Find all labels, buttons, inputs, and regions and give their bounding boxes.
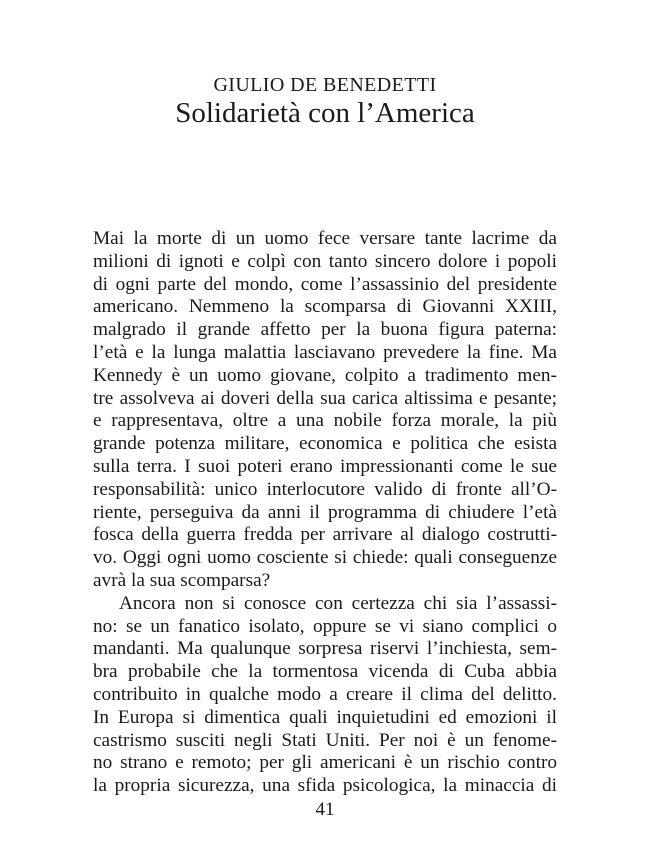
- text-line: riente, perseguiva da anni il programma di chiudere l’età: [93, 501, 557, 523]
- author-name: GIULIO DE BENEDETTI: [213, 74, 437, 96]
- text-line: la propria sicurezza, una sfida psicologica, la minaccia di: [93, 775, 557, 797]
- text-line: responsabilità: unico interlocutore valido di fronte all’O-: [93, 478, 557, 500]
- text-line: mandanti. Ma qualunque sorpresa riservi l’inchiesta, sem-: [93, 638, 557, 660]
- text-line: l’età e la lunga malattia lasciavano prevedere la fine. Ma: [93, 341, 557, 363]
- text-line: Ancora non si conosce con certezza chi sia l’assassi-: [119, 592, 557, 614]
- text-line: fosca della guerra fredda per arrivare al dialogo costrutti-: [93, 524, 557, 546]
- text-line: tre assolveva ai doveri della sua carica altissima e pesante;: [93, 387, 557, 409]
- article-title: Solidarietà con l’America: [175, 97, 475, 129]
- text-line: avrà la sua scomparsa?: [93, 569, 271, 591]
- text-line: castrismo susciti negli Stati Uniti. Per noi è un fenome-: [93, 729, 557, 751]
- text-line: grande potenza militare, economica e politica che esista: [93, 433, 557, 455]
- text-line: di ogni parte del mondo, come l’assassinio del presidente: [93, 273, 557, 295]
- text-line: vo. Oggi ogni uomo cosciente si chiede: quali conseguenze: [93, 547, 557, 569]
- page-number: 41: [315, 799, 335, 820]
- text-line: sulla terra. I suoi poteri erano impressionanti come le sue: [93, 455, 557, 477]
- body-text: [93, 228, 557, 798]
- text-line: contribuito in qualche modo a creare il clima del delitto.: [93, 683, 557, 705]
- text-line: malgrado il grande affetto per la buona figura paterna:: [93, 319, 557, 341]
- text-line: e rappresentava, oltre a una nobile forza morale, la più: [93, 410, 557, 432]
- text-line: milioni di ignoti e colpì con tanto sincero dolore i popoli: [93, 250, 557, 272]
- text-line: no: se un fanatico isolato, oppure se vi siano complici o: [93, 615, 557, 637]
- text-line: americano. Nemmeno la scomparsa di Giovanni XXIII,: [93, 296, 557, 318]
- text-line: no strano e remoto; per gli americani è un rischio contro: [93, 752, 557, 774]
- text-line: Kennedy è un uomo giovane, colpito a tradimento men-: [93, 364, 557, 386]
- text-line: In Europa si dimentica quali inquietudini ed emozioni il: [93, 706, 557, 728]
- text-line: Mai la morte di un uomo fece versare tante lacrime da: [93, 228, 557, 249]
- text-line: bra probabile che la tormentosa vicenda di Cuba abbia: [93, 661, 557, 683]
- paragraph-2: [93, 593, 557, 798]
- paragraph-1: [93, 228, 557, 593]
